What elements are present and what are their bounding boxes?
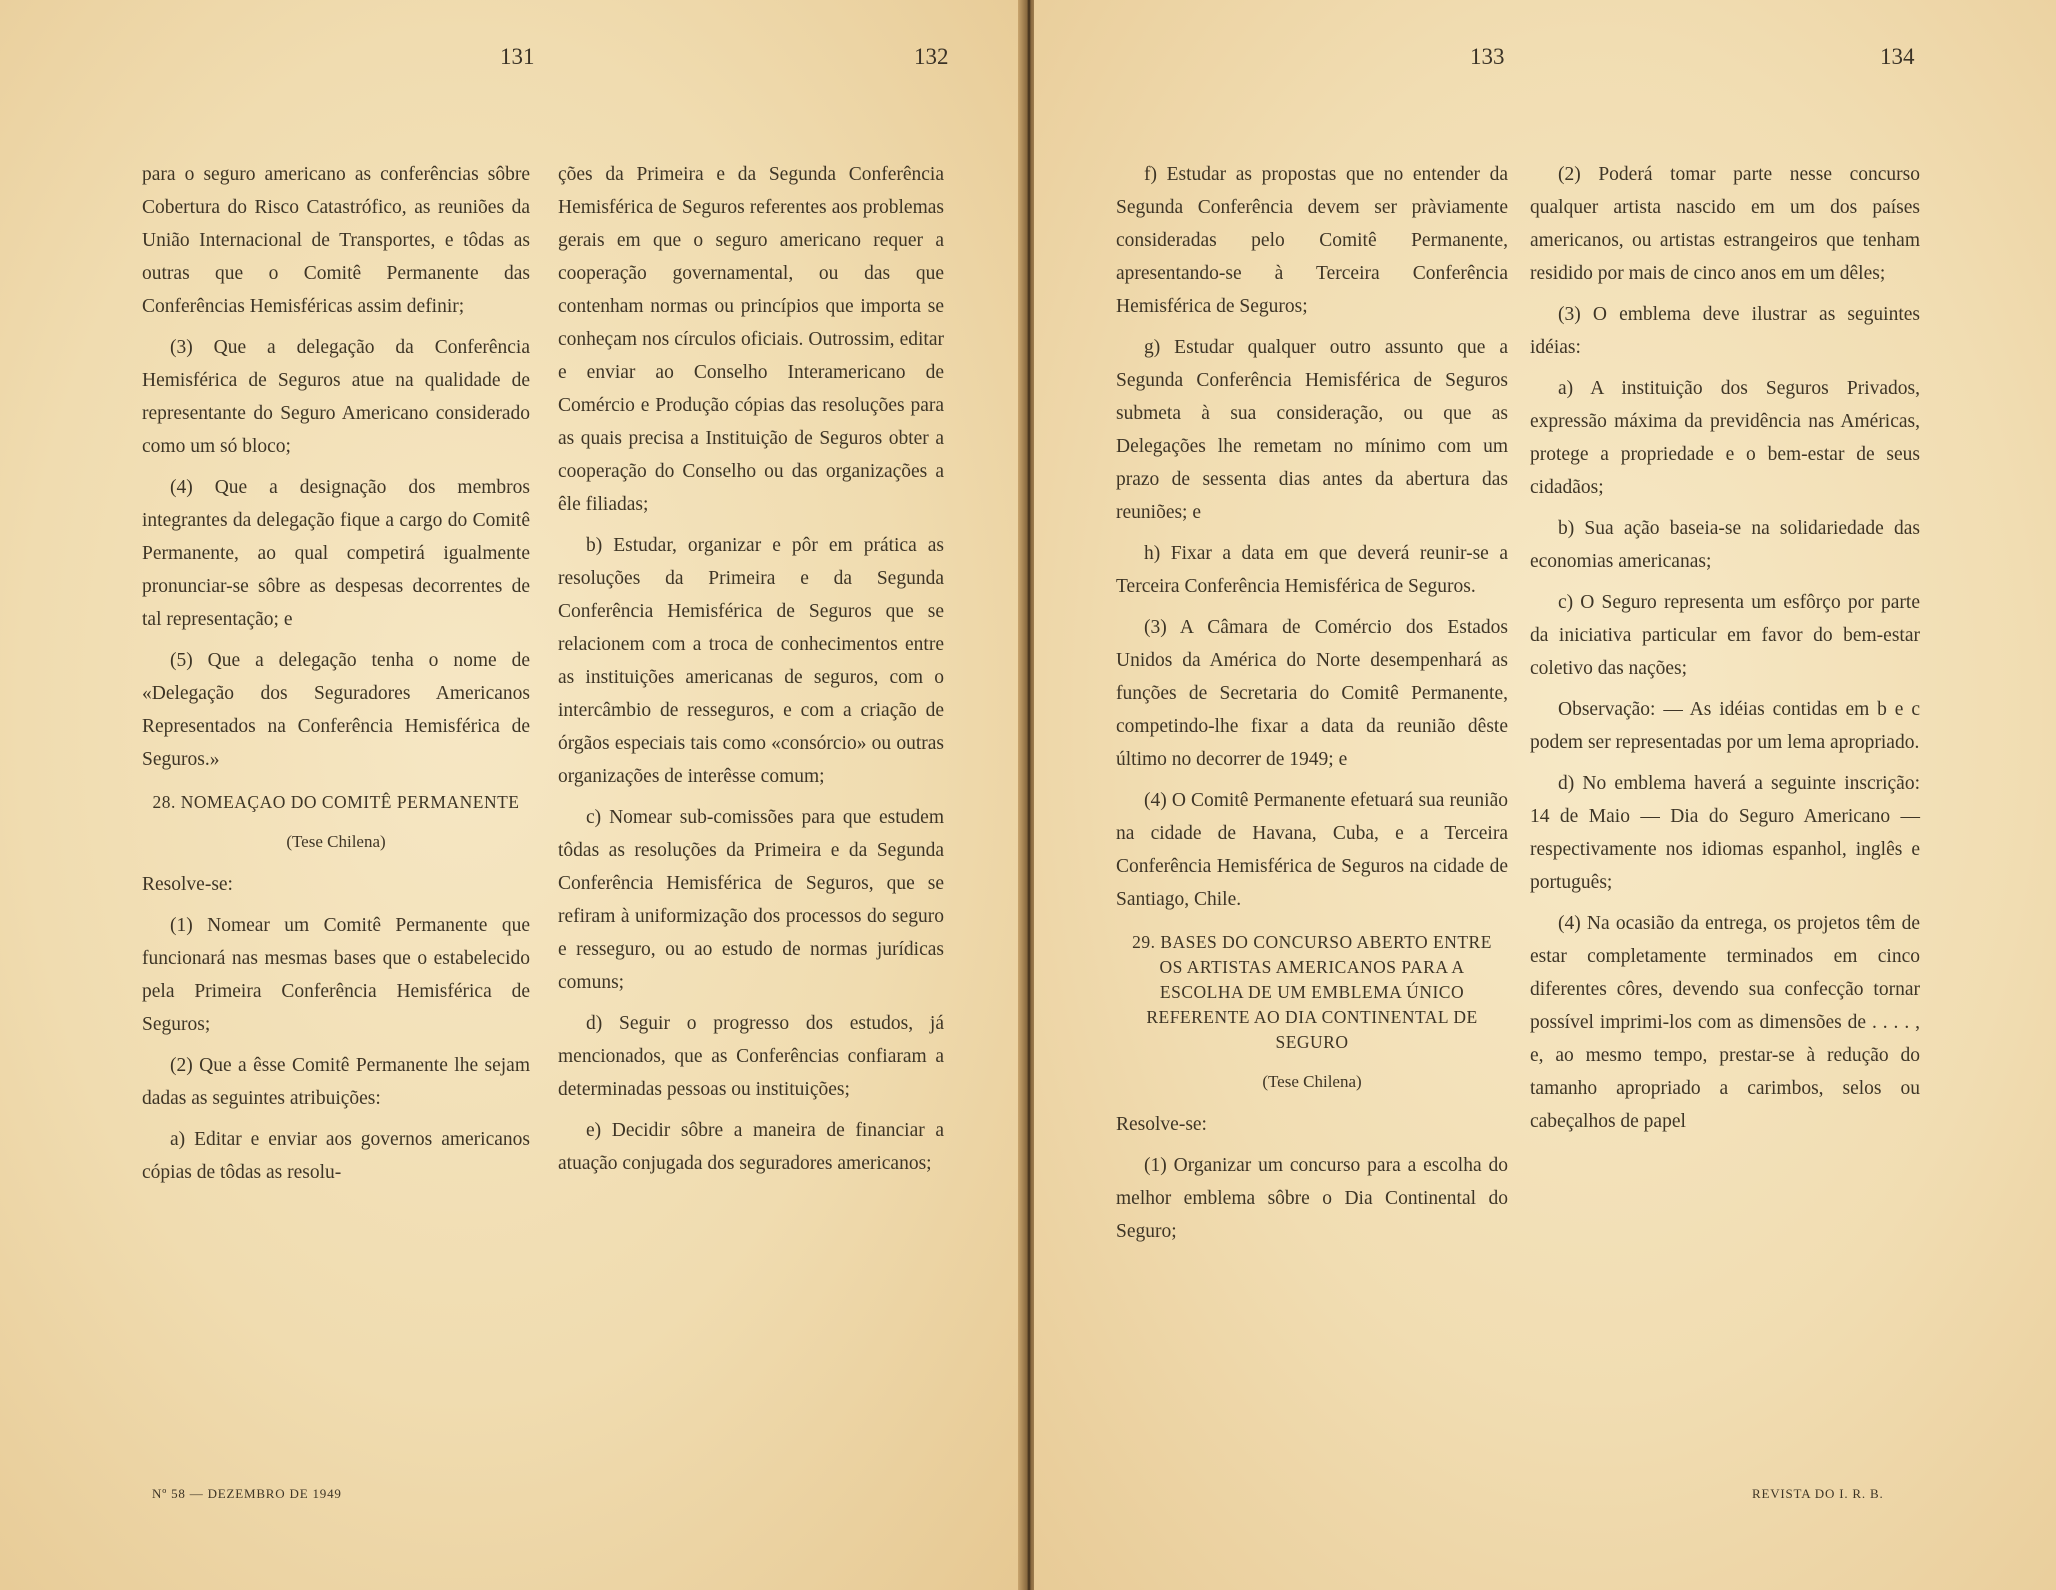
paragraph: a) A instituição dos Seguros Privados, expressão máxima da previdência nas Américas, protege a propriedade e o bem-estar de seus cidadãos; <box>1530 378 1920 498</box>
paragraph: (3) Que a delegação da Conferência Hemisférica de Seguros atue na qualidade de representante do Seguro Americano considerado como um só bloco; <box>142 337 530 457</box>
paragraph: (2) Poderá tomar parte nesse concurso qualquer artista nascido em um dos países americanos, ou artistas estrangeiros que tenham residido por mais de cinco anos em um dêles; <box>1530 164 1920 284</box>
page-number-134: 134 <box>1880 44 1915 69</box>
column-page-132 <box>558 158 944 1188</box>
section-heading-29: 29. BASES DO CONCURSO ABERTO ENTRE OS ARTISTAS AMERICANOS PARA A ESCOLHA DE UM EMBLEMA ÚNICO REFERENTE AO DIA CONTINENTAL DE SEGURO <box>1132 932 1492 1052</box>
paragraph: c) Nomear sub-comissões para que estudem tôdas as resoluções da Primeira e da Segunda Conferência Hemisférica de Seguros, que se refiram à uniformização dos processos do seguro e resseguro, ou ao estudo de normas jurídicas comuns; <box>558 807 944 993</box>
paragraph: d) No emblema haverá a seguinte inscrição: 14 de Maio — Dia do Seguro Americano — respectivamente nos idiomas espanhol, inglês e português; <box>1530 773 1920 893</box>
tese-label: (Tese Chilena) <box>286 832 386 851</box>
column-page-131 <box>142 158 530 1197</box>
paragraph: b) Sua ação baseia-se na solidariedade das economias americanas; <box>1530 518 1920 572</box>
page-number-133: 133 <box>1470 44 1505 69</box>
paragraph: h) Fixar a data em que deverá reunir-se a Terceira Conferência Hemisférica de Seguros. <box>1116 543 1508 597</box>
paragraph: f) Estudar as propostas que no entender da Segunda Conferência devem ser pràviamente consideradas pelo Comitê Permanente, apresentando-se à Terceira Conferência Hemisférica de Seguros; <box>1116 164 1508 317</box>
page-number-131: 131 <box>500 44 535 69</box>
paragraph: g) Estudar qualquer outro assunto que a Segunda Conferência Hemisférica de Seguros submeta à sua consideração, ou que as Delegações lhe remetam no mínimo com um prazo de sessenta dias antes da abertura das reuniões; e <box>1116 337 1508 523</box>
tese-label: (Tese Chilena) <box>1262 1072 1362 1091</box>
paragraph: d) Seguir o progresso dos estudos, já mencionados, que as Conferências confiaram a determinadas pessoas ou instituições; <box>558 1013 944 1100</box>
paragraph: (4) Na ocasião da entrega, os projetos têm de estar completamente terminados em cinco diferentes côres, devendo sua confecção tornar possível imprimi-los com as dimensões de . . . . , e, ao mesmo tempo, prestar-se à redução do tamanho apropriado a carimbos, selos ou cabeçalhos de papel <box>1530 913 1920 1132</box>
paragraph: b) Estudar, organizar e pôr em prática as resoluções da Primeira e da Segunda Conferência Hemisférica de Seguros que se relacionem com a troca de conhecimentos entre as instituições americanas de seguros, com o intercâmbio de resseguros, e com a criação de órgãos especiais tais como «consórcio» ou outras organizações de interêsse comum; <box>558 535 944 787</box>
paragraph: (3) O emblema deve ilustrar as seguintes idéias: <box>1530 304 1920 358</box>
paragraph: para o seguro americano as conferências sôbre Cobertura do Risco Catastrófico, as reuniões da União Internacional de Transportes, e tôdas as outras que o Comitê Permanente das Conferências Hemisféricas assim definir; <box>142 164 530 317</box>
resolve-label: Resolve-se: <box>142 874 233 895</box>
page-number-132: 132 <box>914 44 949 69</box>
footer-journal: REVISTA DO I. R. B. <box>1752 1486 1884 1501</box>
paragraph: ções da Primeira e da Segunda Conferência Hemisférica de Seguros referentes aos problemas gerais em que o seguro americano requer a cooperação governamental, ou das que contenham normas ou princípios que importa se conheçam nos círculos oficiais. Outrossim, editar e enviar ao Conselho Interamericano de Comércio e Produção cópias das resoluções para as quais precisa a Instituição de Seguros obter a cooperação do Conselho ou das organizações a êle filiadas; <box>558 164 944 515</box>
column-page-133 <box>1116 158 1508 1256</box>
paragraph: e) Decidir sôbre a maneira de financiar a atuação conjugada dos seguradores americanos; <box>558 1120 944 1174</box>
right-page <box>1034 0 2056 1590</box>
section-heading-28: 28. NOMEAÇAO DO COMITÊ PERMANENTE <box>152 792 520 812</box>
paragraph: (3) A Câmara de Comércio dos Estados Unidos da América do Norte desempenhará as funções de Secretaria do Comitê Permanente, competindo-lhe fixar a data da reunião dêste último no decorrer de 1949; e <box>1116 617 1508 770</box>
paragraph: (4) Que a designação dos membros integrantes da delegação fique a cargo do Comitê Permanente, ao qual competirá igualmente pronunciar-se sôbre as despesas decorrentes de tal representação; e <box>142 477 530 630</box>
paragraph: c) O Seguro representa um esfôrço por parte da iniciativa particular em favor do bem-estar coletivo das nações; <box>1530 592 1920 679</box>
footer-issue: Nº 58 — DEZEMBRO DE 1949 <box>152 1486 342 1501</box>
column-page-134 <box>1530 158 1920 1146</box>
observation-paragraph: Observação: — As idéias contidas em b e c podem ser representadas por um lema apropriado. <box>1530 699 1920 753</box>
paragraph: (1) Nomear um Comitê Permanente que funcionará nas mesmas bases que o estabelecido pela Primeira Conferência Hemisférica de Seguros; <box>142 915 530 1035</box>
paragraph: (1) Organizar um concurso para a escolha do melhor emblema sôbre o Dia Continental do Seguro; <box>1116 1155 1508 1242</box>
paragraph: (2) Que a êsse Comitê Permanente lhe sejam dadas as seguintes atribuições: <box>142 1055 530 1109</box>
paragraph: (4) O Comitê Permanente efetuará sua reunião na cidade de Havana, Cuba, e a Terceira Conferência Hemisférica de Seguros na cidade de Santiago, Chile. <box>1116 790 1508 910</box>
paragraph: (5) Que a delegação tenha o nome de «Delegação dos Seguradores Americanos Representados na Conferência Hemisférica de Seguros.» <box>142 650 530 770</box>
paragraph: a) Editar e enviar aos governos americanos cópias de tôdas as resolu- <box>142 1129 530 1183</box>
resolve-label: Resolve-se: <box>1116 1114 1207 1135</box>
